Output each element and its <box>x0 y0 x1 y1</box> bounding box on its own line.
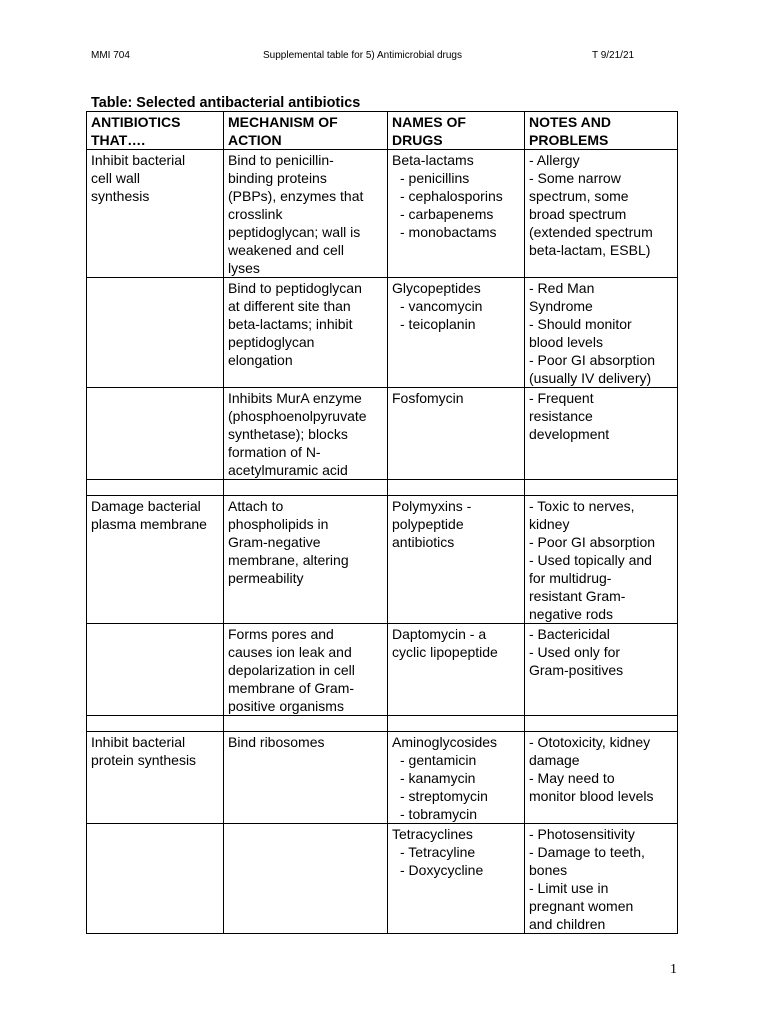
column-header <box>224 112 388 150</box>
table-cell-drugs <box>388 824 525 934</box>
cell-line: Gram-negative <box>228 534 321 550</box>
cell-line: beta-lactams; inhibit <box>228 316 353 332</box>
cell-line: damage <box>529 752 580 768</box>
spacer-cell <box>388 716 525 732</box>
cell-line: - Some narrow <box>529 170 621 186</box>
cell-line: and children <box>529 916 606 932</box>
cell-line: Attach to <box>228 498 284 514</box>
cell-line: acetylmuramic acid <box>228 462 348 478</box>
cell-line: weakened and cell <box>228 242 344 258</box>
table-cell-category <box>87 278 224 388</box>
cell-line: bones <box>529 862 568 878</box>
cell-line: (PBPs), enzymes that <box>228 188 364 204</box>
cell-line: Glycopeptides <box>392 280 481 296</box>
spacer-cell <box>525 480 678 496</box>
table-title: Table: Selected antibacterial antibiotics <box>91 95 361 111</box>
cell-line: Bind to penicillin- <box>228 152 334 168</box>
cell-line: antibiotics <box>392 534 455 550</box>
table-cell-notes <box>525 824 678 934</box>
table-row <box>87 624 678 716</box>
table-body <box>87 150 678 934</box>
cell-line: - Frequent <box>529 390 594 406</box>
cell-line: Tetracyclines <box>392 826 473 842</box>
spacer-cell <box>388 480 525 496</box>
cell-line: monitor blood levels <box>529 788 654 804</box>
cell-line: causes ion leak and <box>228 644 352 660</box>
cell-line: Syndrome <box>529 298 593 314</box>
cell-line: peptidoglycan <box>228 334 315 350</box>
cell-line: Daptomycin - a <box>392 626 487 642</box>
cell-line: peptidoglycan; wall is <box>228 224 361 240</box>
cell-line: - Tetracyline <box>400 844 476 860</box>
spacer-cell <box>224 480 388 496</box>
cell-line: resistance <box>529 408 593 424</box>
table-cell-drugs <box>388 732 525 824</box>
page-number: 1 <box>670 962 677 977</box>
cell-line: - Damage to teeth, <box>529 844 645 860</box>
cell-line: cyclic lipopeptide <box>392 644 498 660</box>
cell-line: Inhibit bacterial <box>91 734 186 750</box>
cell-line: Damage bacterial <box>91 498 201 514</box>
cell-line: - cephalosporins <box>400 188 503 204</box>
cell-line: - Allergy <box>529 152 580 168</box>
cell-line: Beta-lactams <box>392 152 474 168</box>
cell-line: kidney <box>529 516 570 532</box>
cell-line: - Poor GI absorption <box>529 534 656 550</box>
header-subtitle: Supplemental table for 5) Antimicrobial drugs <box>263 50 462 61</box>
cell-line: protein synthesis <box>91 752 197 768</box>
table-row <box>87 496 678 624</box>
cell-line: Bind to peptidoglycan <box>228 280 362 296</box>
table-cell-mechanism <box>224 732 388 824</box>
cell-line: polypeptide <box>392 516 464 532</box>
table-cell-notes <box>525 150 678 278</box>
column-header-line: NOTES AND <box>529 114 611 130</box>
cell-line: - Used topically and <box>529 552 652 568</box>
cell-line: beta-lactam, ESBL) <box>529 242 651 258</box>
cell-line: permeability <box>228 570 304 586</box>
table-cell-notes <box>525 388 678 480</box>
header-date: T 9/21/21 <box>592 50 635 61</box>
cell-line: broad spectrum <box>529 206 627 222</box>
cell-line: - vancomycin <box>400 298 483 314</box>
cell-line: formation of N- <box>228 444 321 460</box>
cell-line: - Red Man <box>529 280 595 296</box>
table-cell-drugs <box>388 388 525 480</box>
cell-line: - gentamicin <box>400 752 477 768</box>
spacer-row <box>87 716 678 732</box>
cell-line: - Should monitor <box>529 316 632 332</box>
table-cell-notes <box>525 496 678 624</box>
table-cell-mechanism <box>224 824 388 934</box>
cell-line: - May need to <box>529 770 615 786</box>
table-cell-notes <box>525 732 678 824</box>
cell-line: plasma membrane <box>91 516 207 532</box>
cell-line: at different site than <box>228 298 351 314</box>
cell-line: synthesis <box>91 188 150 204</box>
spacer-row <box>87 480 678 496</box>
cell-line: Fosfomycin <box>392 390 464 406</box>
cell-line: - penicillins <box>400 170 470 186</box>
cell-line: cell wall <box>91 170 141 186</box>
table-cell-notes <box>525 278 678 388</box>
cell-line: resistant Gram- <box>529 588 626 604</box>
column-header-line: DRUGS <box>392 132 443 148</box>
table-cell-category <box>87 732 224 824</box>
cell-line: development <box>529 426 610 442</box>
table-cell-drugs <box>388 496 525 624</box>
table-row <box>87 278 678 388</box>
cell-line: membrane, altering <box>228 552 349 568</box>
cell-line: (usually IV delivery) <box>529 370 652 386</box>
table-cell-drugs <box>388 150 525 278</box>
table-row <box>87 824 678 934</box>
cell-line: synthetase); blocks <box>228 426 348 442</box>
cell-line: - streptomycin <box>400 788 488 804</box>
cell-line: - Ototoxicity, kidney <box>529 734 651 750</box>
cell-line: Polymyxins - <box>392 498 472 514</box>
table-cell-mechanism <box>224 496 388 624</box>
cell-line: - teicoplanin <box>400 316 476 332</box>
table-header-row <box>87 112 678 150</box>
column-header-line: ACTION <box>228 132 282 148</box>
column-header <box>87 112 224 150</box>
cell-line: crosslink <box>228 206 283 222</box>
column-header-line: NAMES OF <box>392 114 466 130</box>
cell-line: - Toxic to nerves, <box>529 498 635 514</box>
cell-line: Gram-positives <box>529 662 624 678</box>
cell-line: membrane of Gram- <box>228 680 355 696</box>
table-cell-mechanism <box>224 278 388 388</box>
cell-line: - Poor GI absorption <box>529 352 656 368</box>
cell-line: phospholipids in <box>228 516 329 532</box>
header-course: MMI 704 <box>91 50 130 61</box>
cell-line: - Used only for <box>529 644 621 660</box>
cell-line: (extended spectrum <box>529 224 653 240</box>
cell-line: - carbapenems <box>400 206 494 222</box>
column-header-line: MECHANISM OF <box>228 114 338 130</box>
cell-line: blood levels <box>529 334 603 350</box>
cell-line: - Bactericidal <box>529 626 610 642</box>
cell-line: negative rods <box>529 606 614 622</box>
table-cell-drugs <box>388 278 525 388</box>
table-cell-category <box>87 150 224 278</box>
cell-line: Forms pores and <box>228 626 334 642</box>
cell-line: - Limit use in <box>529 880 609 896</box>
column-header-line: THAT…. <box>91 132 146 148</box>
cell-line: Bind ribosomes <box>228 734 325 750</box>
table-row <box>87 388 678 480</box>
column-header-line: ANTIBIOTICS <box>91 114 181 130</box>
spacer-cell <box>224 716 388 732</box>
cell-line: for multidrug- <box>529 570 612 586</box>
cell-line: (phosphoenolpyruvate <box>228 408 367 424</box>
table-cell-category <box>87 624 224 716</box>
cell-line: depolarization in cell <box>228 662 355 678</box>
cell-line: - monobactams <box>400 224 497 240</box>
cell-line: - kanamycin <box>400 770 476 786</box>
cell-line: spectrum, some <box>529 188 629 204</box>
table-cell-notes <box>525 624 678 716</box>
cell-line: - Doxycycline <box>400 862 484 878</box>
cell-line: - tobramycin <box>400 806 478 822</box>
column-header <box>525 112 678 150</box>
cell-line: positive organisms <box>228 698 344 714</box>
table-cell-category <box>87 496 224 624</box>
table-cell-mechanism <box>224 624 388 716</box>
cell-line: Inhibits MurA enzyme <box>228 390 362 406</box>
table-row <box>87 150 678 278</box>
spacer-cell <box>87 716 224 732</box>
column-header-line: PROBLEMS <box>529 132 609 148</box>
cell-line: - Photosensitivity <box>529 826 635 842</box>
cell-line: binding proteins <box>228 170 327 186</box>
spacer-cell <box>525 716 678 732</box>
cell-line: lyses <box>228 260 260 276</box>
table-row <box>87 732 678 824</box>
table-cell-mechanism <box>224 388 388 480</box>
cell-line: Aminoglycosides <box>392 734 498 750</box>
table-cell-mechanism <box>224 150 388 278</box>
cell-line: pregnant women <box>529 898 634 914</box>
column-header <box>388 112 525 150</box>
table-cell-category <box>87 388 224 480</box>
table-cell-drugs <box>388 624 525 716</box>
cell-line: Inhibit bacterial <box>91 152 186 168</box>
spacer-cell <box>87 480 224 496</box>
page-header <box>0 50 768 64</box>
cell-line: elongation <box>228 352 293 368</box>
antibiotics-table <box>86 111 678 934</box>
table-cell-category <box>87 824 224 934</box>
